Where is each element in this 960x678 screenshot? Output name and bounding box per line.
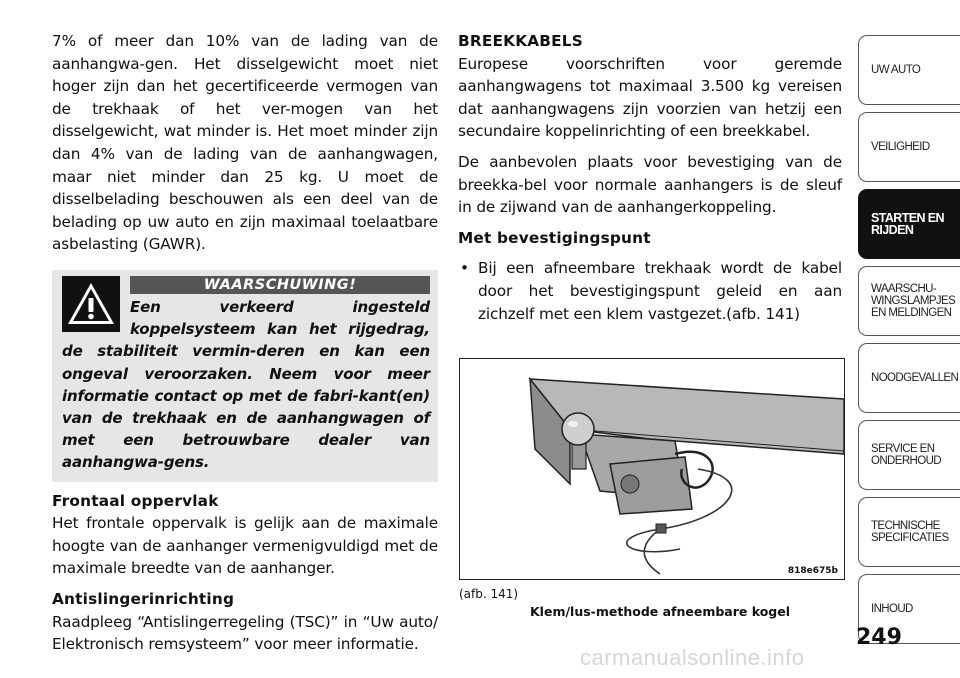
right-column [458,30,842,325]
frontal-heading: Frontaal oppervlak [52,491,219,510]
tab-noodgevallen[interactable] [858,343,960,413]
frontal-text: Het frontale oppervalk is gelijk aan de maximale hoogte van de aanhanger vermenigvuldigd met de maximale breedte van de aanhanger. [52,514,438,578]
tab-technische-specificaties[interactable] [858,497,960,567]
warning-triangle-icon [62,276,120,332]
figure-title: Klem/lus-methode afneembare kogel [530,604,790,619]
intro-paragraph: 7% of meer dan 10% van de lading van de aanhangwa-gen. Het disselgewicht moet niet hoger zijn dan het gecertificeerde vermogen van de trekhaak of het ver-mogen van het disselgewicht, wat minder is. Het moet minder zijn dan 4% van de lading van de aanhangwagen, maar niet minder dan 25 kg. U moet de disselbelading beschouwen als een deel van de belading op uw auto en zijn maximaal toelaatbare asbelasting (GAWR). [52,32,438,254]
breakaway-heading: BREEKKABELS [458,32,583,50]
chapter-tabs [858,35,960,651]
tow-hitch-figure [459,358,845,580]
tow-hitch-illustration [460,359,844,579]
breakaway-paragraph-1: Europese voorschriften voor geremde aanhangwagens tot maximaal 3.500 kg vereisen dat aanhangwagens zijn voorzien van hetzij een secundaire koppelinrichting of een breekkabel. [458,54,842,141]
tab-label: UW AUTO [871,64,921,76]
bullet-dot: • [460,259,469,278]
watermark: carmanualsonline.info [580,645,805,670]
tab-uw-auto[interactable] [858,35,960,105]
warning-text: Een verkeerd ingesteld koppelsysteem kan het rijgedrag, de stabiliteit vermin-deren en kan een ongeval veroorzaken. Neem voor meer informatie contact op met de fabri-kant(en) van de trekhaak en de aanhangwagen of met een betrouwbare dealer van aanhangwa-gens. [62,297,430,472]
tab-label: STARTEN EN RIJDEN [871,211,944,237]
anti-sway-heading: Antislingerinrichting [52,589,235,608]
tab-veiligheid[interactable] [858,112,960,182]
tab-label: NOODGEVALLEN [871,372,959,384]
tab-label: INHOUD [871,603,913,615]
tab-waarschuwingslampjes[interactable] [858,266,960,336]
tab-service-en-onderhoud[interactable] [858,420,960,490]
bullet-text: Bij een afneembare trekhaak wordt de kabel door het bevestigingspunt geleid en aan zichzelf met een klem vastgezet.(afb. 141) [478,259,842,323]
tab-label: WAARSCHU- WINGSLAMPJES EN MELDINGEN [871,283,956,319]
figure-caption: (afb. 141) [459,587,519,601]
bullet-item [458,257,842,325]
breakaway-paragraph-2: De aanbevolen plaats voor bevestiging van de breekka-bel voor normale aanhangers is de sleuf in de zijwand van de aanhangerkoppeling. [458,152,842,217]
tab-label: TECHNISCHE SPECIFICATIES [871,520,949,544]
tab-label: SERVICE EN ONDERHOUD [871,443,941,467]
tab-label: VEILIGHEID [871,141,930,153]
anti-sway-text: Raadpleeg “Antislingerregeling (TSC)” in “Uw auto/ Elektronisch remsysteem” voor meer informatie. [52,612,438,654]
warning-title: WAARSCHUWING! [130,276,430,294]
left-column [52,30,438,656]
tab-starten-en-rijden[interactable] [858,189,960,259]
figure-code: 818e675b [787,566,838,576]
page-number: 249 [856,625,902,650]
warning-box [52,270,438,482]
attachment-subheading: Met bevestigingspunt [458,228,651,247]
